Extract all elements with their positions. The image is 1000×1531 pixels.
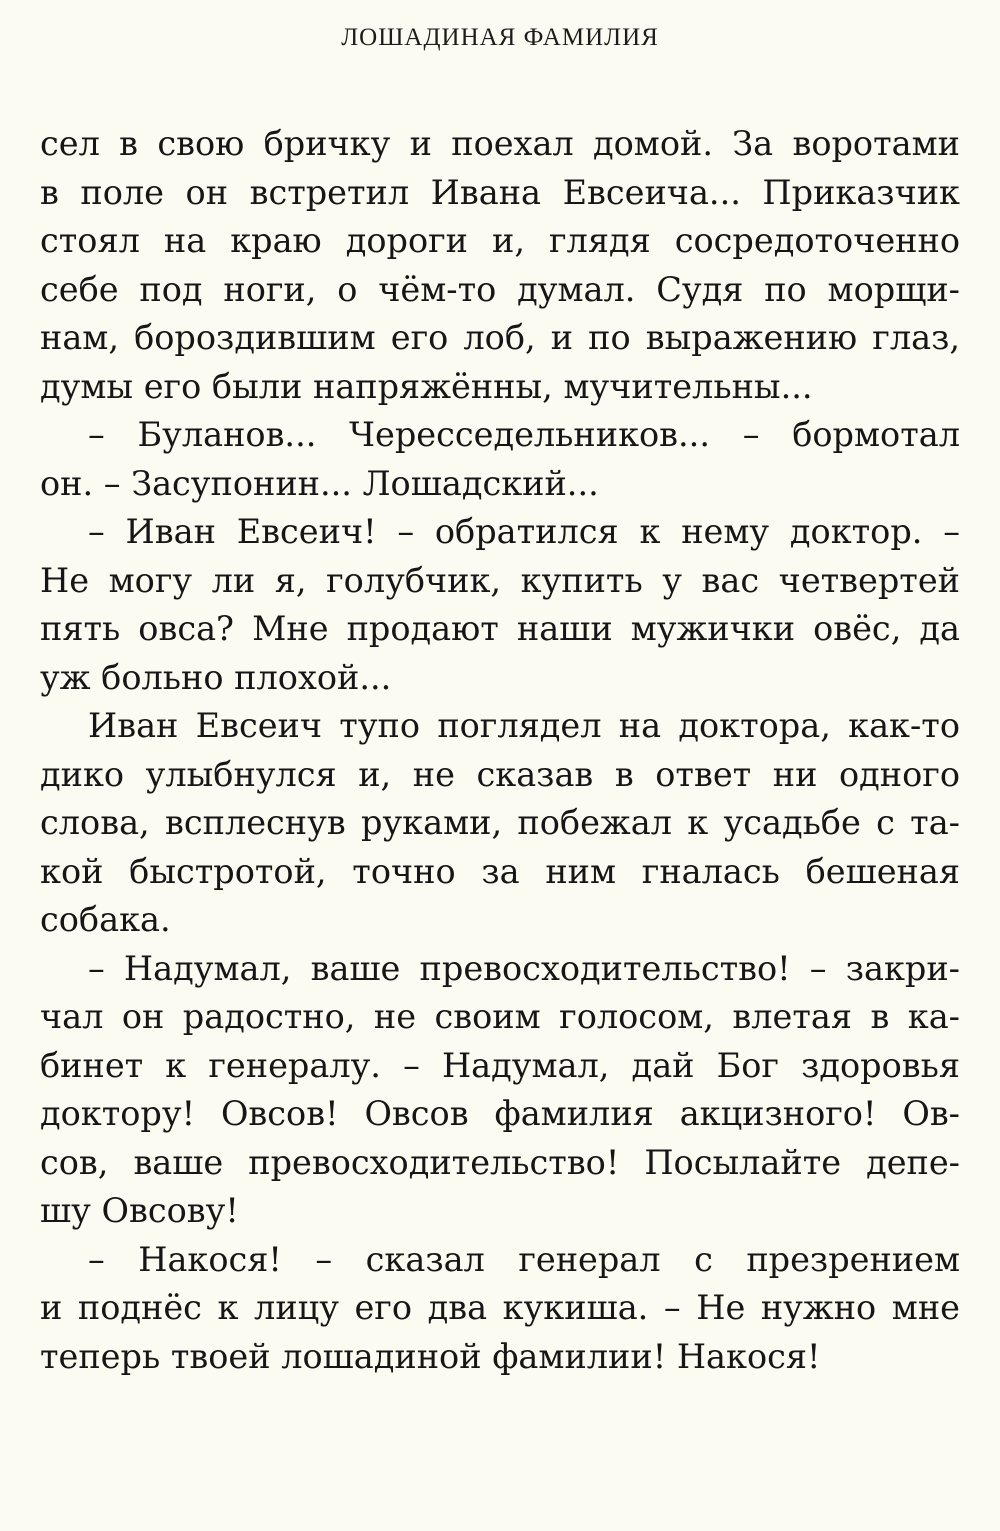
text-line: дико улыбнулся и, не сказав в ответ ни одного: [40, 754, 960, 794]
text-line: пять овса? Мне продают наши мужички овёс, да: [40, 609, 960, 648]
text-line: Не могу ли я, голубчик, купить у вас четвертей: [40, 560, 960, 600]
text-line: и поднёс к лицу его два кукиша. – Не нужно мне: [40, 1288, 960, 1327]
text-line: он. – Засупонин... Лошадский...: [40, 463, 599, 503]
text-line: чал он радостно, не своим голосом, влетая в ка-: [40, 997, 960, 1036]
text-line: слова, всплеснув руками, побежал к усадьбе с та-: [40, 803, 960, 842]
text-line: собака.: [40, 900, 171, 939]
text-line: – Надумал, ваше превосходительство! – закри-: [88, 948, 960, 988]
text-line: – Буланов... Чересседельников... – бормотал: [88, 415, 960, 454]
text-line: думы его были напряжённы, мучительны...: [40, 366, 813, 406]
text-line: доктору! Овсов! Овсов фамилия акцизного! Ов-: [40, 1094, 960, 1133]
text-line: уж больно плохой...: [40, 657, 392, 697]
text-line: нам, бороздившим его лоб, и по выражению глаз,: [40, 318, 960, 357]
text-line: сов, ваше превосходительство! Посылайте депе-: [40, 1142, 960, 1182]
text-line: – Иван Евсеич! – обратился к нему доктор. –: [88, 512, 960, 551]
running-title: ЛОШАДИНАЯ ФАМИЛИЯ: [341, 24, 659, 51]
text-line: стоял на краю дороги и, глядя сосредоточенно: [40, 221, 960, 260]
text-line: сел в свою бричку и поехал домой. За воротами: [40, 124, 960, 163]
text-line: кой быстротой, точно за ним гналась бешеная: [40, 851, 960, 891]
text-line: бинет к генералу. – Надумал, дай Бог здоровья: [40, 1045, 960, 1085]
text-line: в поле он встретил Ивана Евсеича... Приказчик: [40, 172, 960, 212]
text-line: теперь твоей лошадиной фамилии! Накося!: [40, 1336, 821, 1376]
text-line: себе под ноги, о чём-то думал. Судя по морщи-: [40, 269, 960, 309]
text-line: шу Овсову!: [40, 1191, 239, 1230]
text-line: Иван Евсеич тупо поглядел на доктора, как-то: [88, 706, 960, 745]
text-line: – Накося! – сказал генерал с презрением: [88, 1239, 960, 1279]
body-text: [40, 120, 960, 1381]
